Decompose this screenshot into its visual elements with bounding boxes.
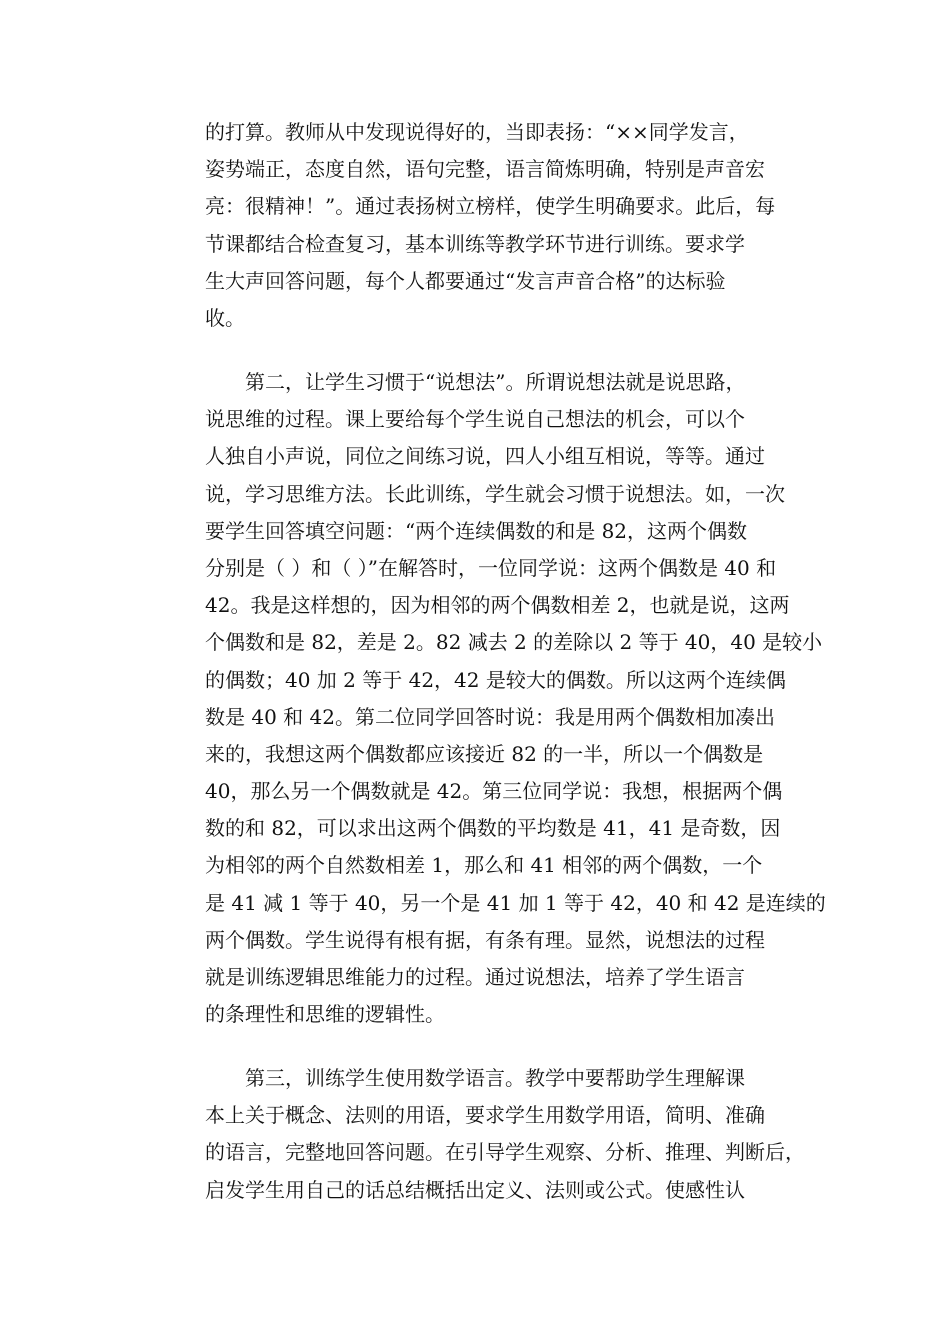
paragraph-continuation	[205, 114, 825, 337]
text-line: 为相邻的两个自然数相差 1，那么和 41 相邻的两个偶数，一个	[205, 853, 763, 878]
text-line: 要学生回答填空问题：“两个连续偶数的和是 82，这两个偶数	[205, 518, 748, 543]
text-line: 数的和 82，可以求出这两个偶数的平均数是 41，41 是奇数，因	[205, 816, 781, 841]
text-line: 的语言，完整地回答问题。在引导学生观察、分析、推理、判断后，	[205, 1140, 805, 1165]
text-line: 40，那么另一个偶数就是 42。第三位同学说：我想，根据两个偶	[205, 779, 783, 804]
text-line: 的打算。教师从中发现说得好的，当即表扬：“××同学发言，	[205, 120, 749, 144]
text-line: 启发学生用自己的话总结概括出定义、法则或公式。使感性认	[205, 1177, 745, 1202]
text-line: 是 41 减 1 等于 40，另一个是 41 加 1 等于 42，40 和 42 是连续的	[205, 890, 826, 915]
text-line: 来的，我想这两个偶数都应该接近 82 的一半，所以一个偶数是	[205, 741, 764, 766]
text-line: 本上关于概念、法则的用语，要求学生用数学用语，简明、准确	[205, 1103, 765, 1128]
text-line: 姿势端正，态度自然，语句完整，语言简炼明确，特别是声音宏	[205, 157, 765, 182]
text-line: 人独自小声说，同位之间练习说，四人小组互相说，等等。通过	[205, 444, 765, 469]
text-line: 的偶数；40 加 2 等于 42，42 是较大的偶数。所以这两个连续偶	[205, 667, 786, 692]
text-line: 收。	[205, 305, 245, 330]
text-line: 说，学习思维方法。长此训练，学生就会习惯于说想法。如，一次	[205, 481, 785, 506]
text-line: 的条理性和思维的逻辑性。	[205, 1002, 445, 1027]
text-line: 第二，让学生习惯于“说想法”。所谓说想法就是说思路，	[205, 370, 746, 394]
paragraph-third	[205, 1060, 825, 1209]
text-line: 分别是（ ）和（ ）”在解答时，一位同学说：这两个偶数是 40 和	[205, 555, 777, 580]
text-line: 个偶数和是 82，差是 2。82 减去 2 的差除以 2 等于 40，40 是较小	[205, 630, 823, 655]
text-line: 两个偶数。学生说得有根有据，有条有理。显然，说想法的过程	[205, 927, 765, 952]
text-line: 生大声回答问题，每个人都要通过“发言声音合格”的达标验	[205, 268, 726, 293]
paragraph-second	[205, 364, 825, 1033]
text-line: 就是训练逻辑思维能力的过程。通过说想法，培养了学生语言	[205, 965, 745, 989]
text-line: 数是 40 和 42。第二位同学回答时说：我是用两个偶数相加凑出	[205, 704, 775, 729]
text-line: 亮：很精神！”。通过表扬树立榜样，使学生明确要求。此后，每	[205, 194, 776, 219]
text-line: 42。我是这样想的，因为相邻的两个偶数相差 2，也就是说，这两	[205, 593, 790, 618]
text-line: 节课都结合检查复习，基本训练等教学环节进行训练。要求学	[205, 231, 745, 256]
text-line: 说思维的过程。课上要给每个学生说自己想法的机会，可以个	[205, 407, 745, 432]
text-line: 第三，训练学生使用数学语言。教学中要帮助学生理解课	[205, 1066, 745, 1090]
